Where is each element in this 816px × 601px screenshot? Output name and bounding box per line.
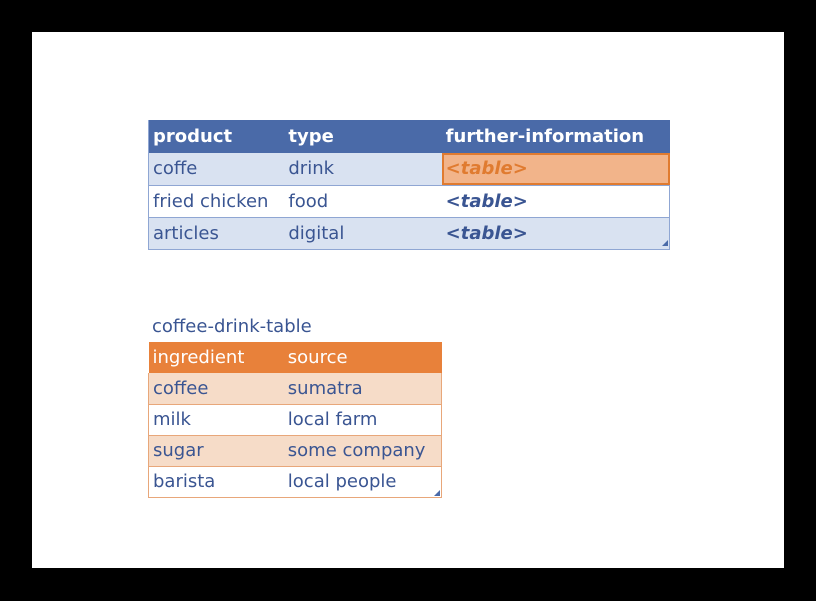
cell-ingredient[interactable]: milk — [149, 404, 284, 435]
cell-ingredient[interactable]: barista — [149, 466, 284, 497]
table-header-row — [149, 342, 442, 373]
header-further-information[interactable]: further-information — [442, 120, 670, 153]
products-table — [148, 120, 670, 250]
table-row — [149, 466, 442, 497]
cell-further-information[interactable]: <table> — [442, 185, 670, 217]
cell-further-information-selected[interactable]: <table> — [442, 153, 670, 185]
cell-source[interactable]: sumatra — [284, 373, 442, 404]
table-header-row — [149, 120, 670, 153]
cell-product[interactable]: fried chicken — [149, 185, 285, 217]
cell-type[interactable]: digital — [284, 217, 441, 249]
coffee-table-caption: coffee-drink-table — [152, 316, 312, 337]
table-row — [149, 185, 670, 217]
cell-type[interactable]: drink — [284, 153, 441, 185]
table-row — [149, 217, 670, 249]
cell-product[interactable]: coffe — [149, 153, 285, 185]
sheet-canvas — [32, 32, 784, 568]
cell-ingredient[interactable]: sugar — [149, 435, 284, 466]
cell-type[interactable]: food — [284, 185, 441, 217]
cell-product[interactable]: articles — [149, 217, 285, 249]
cell-source[interactable]: local people — [284, 466, 442, 497]
header-source[interactable]: source — [284, 342, 442, 373]
table-resize-handle[interactable] — [434, 490, 440, 496]
cell-further-information[interactable]: <table> — [442, 217, 670, 249]
coffee-drink-table — [148, 342, 442, 498]
cell-ingredient[interactable]: coffee — [149, 373, 284, 404]
table-row — [149, 404, 442, 435]
table-resize-handle[interactable] — [662, 240, 668, 246]
table-row — [149, 373, 442, 404]
cell-source[interactable]: local farm — [284, 404, 442, 435]
header-ingredient[interactable]: ingredient — [149, 342, 284, 373]
header-product[interactable]: product — [149, 120, 285, 153]
header-type[interactable]: type — [284, 120, 441, 153]
table-row — [149, 435, 442, 466]
table-row — [149, 153, 670, 185]
cell-source[interactable]: some company — [284, 435, 442, 466]
